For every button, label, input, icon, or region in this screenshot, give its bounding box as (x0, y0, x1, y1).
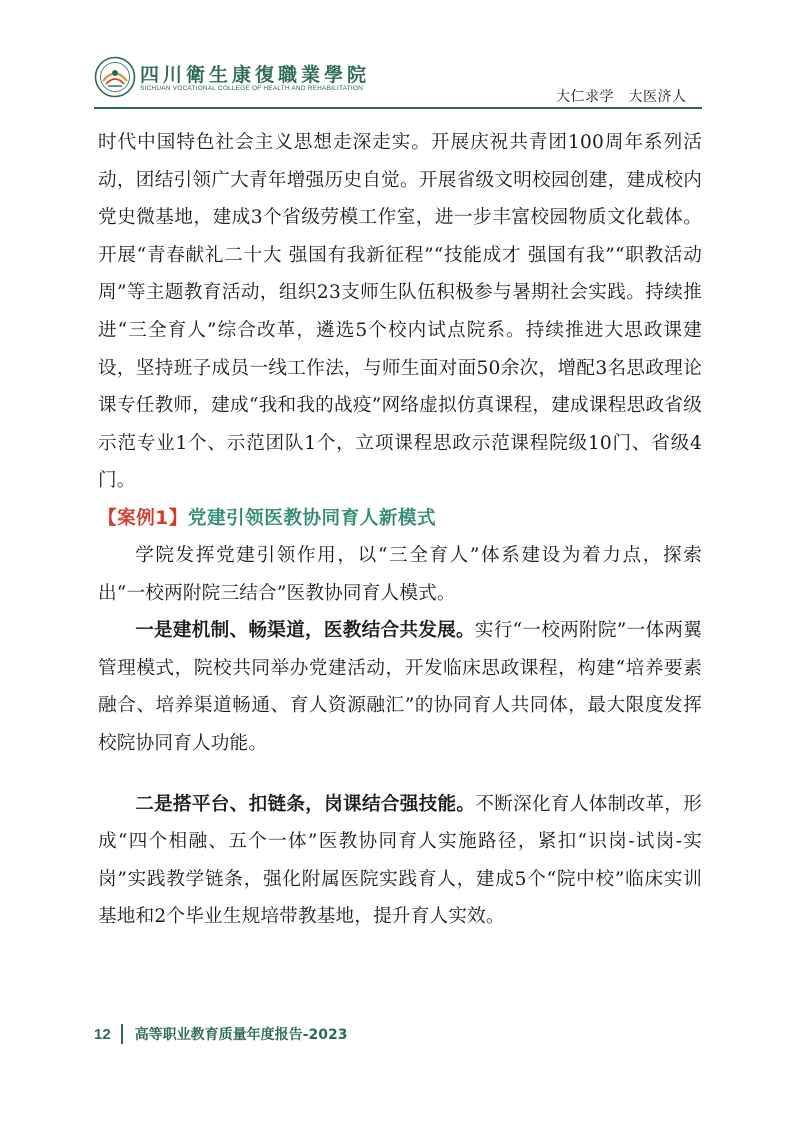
page-content (98, 124, 702, 936)
paragraph-spacer (98, 763, 702, 786)
section-lead-2: 二是搭平台、扣链条，岗课结合强技能。 (135, 793, 476, 815)
paragraph-platform (98, 786, 702, 936)
institution-name-en: SICHUAN VOCATIONAL COLLEGE OF HEALTH AND REHABILITATION (140, 85, 364, 92)
paragraph-mechanism (98, 612, 702, 762)
case-bracket-open: 【 (98, 507, 118, 529)
report-title: 高等职业教育质量年度报告-2023 (134, 1027, 348, 1043)
college-emblem-icon (94, 56, 136, 98)
case-label: 案例1 (117, 507, 169, 529)
page-footer (94, 1022, 347, 1046)
institution-name-cn: 四川衛生康復職業學院 (140, 64, 371, 86)
paragraph-intro: 学院发挥党建引领作用，以“三全育人”体系建设为着力点，探索出“一校两附院三结合”医教协同育人模式。 (98, 544, 702, 604)
page-number: 12 (94, 1025, 111, 1043)
college-motto: 大仁求学 大医济人 (556, 89, 687, 105)
case-title: 党建引领医教协同育人新模式 (187, 507, 437, 529)
header-divider (94, 107, 702, 109)
section-text-2: 不断深化育人体制改革，形成“四个相融、五个一体”医教协同育人实施路径，紧扣“识岗-试岗-实岗”实践教学链条，强化附属医院实践育人，建成5个“院中校”临床实训基地和2个毕业生规培带教基地，提升育人实效。 (98, 793, 702, 928)
section-text-1: 实行“一校两附院”一体两翼管理模式，院校共同举办党建活动，开发临床思政课程，构建“培养要素融合、培养渠道畅通、育人资源融汇”的协同育人共同体，最大限度发挥校院协同育人功能。 (98, 620, 702, 754)
case-heading (98, 500, 702, 537)
section-lead-1: 一是建机制、畅渠道，医教结合共发展。 (135, 620, 475, 642)
footer-divider (121, 1024, 123, 1044)
case-bracket-close: 】 (168, 507, 188, 529)
page-header (0, 0, 793, 112)
paragraph-continued: 时代中国特色社会主义思想走深走实。开展庆祝共青团100周年系列活动，团结引领广大青年增强历史自觉。开展省级文明校园创建，建成校内党史微基地，建成3个省级劳模工作室，进一步丰富校园物质文化载体。开展“青春献礼二十大 强国有我新征程”“技能成才 强国有我”“职教活动周”等主题教育活动，组织23支师生队伍积极参与暑期社会实践。持续推进“三全育人”综合改革，遴选5个校内试点院系。持续推进大思政课建设，坚持班子成员一线工作法，与师生面对面50余次，增配3名思政理论课专任教师，建成“我和我的战疫”网络虚拟仿真课程，建成课程思政省级示范专业1个、示范团队1个，立项课程思政示范课程院级10门、省级4门。 (98, 132, 702, 492)
